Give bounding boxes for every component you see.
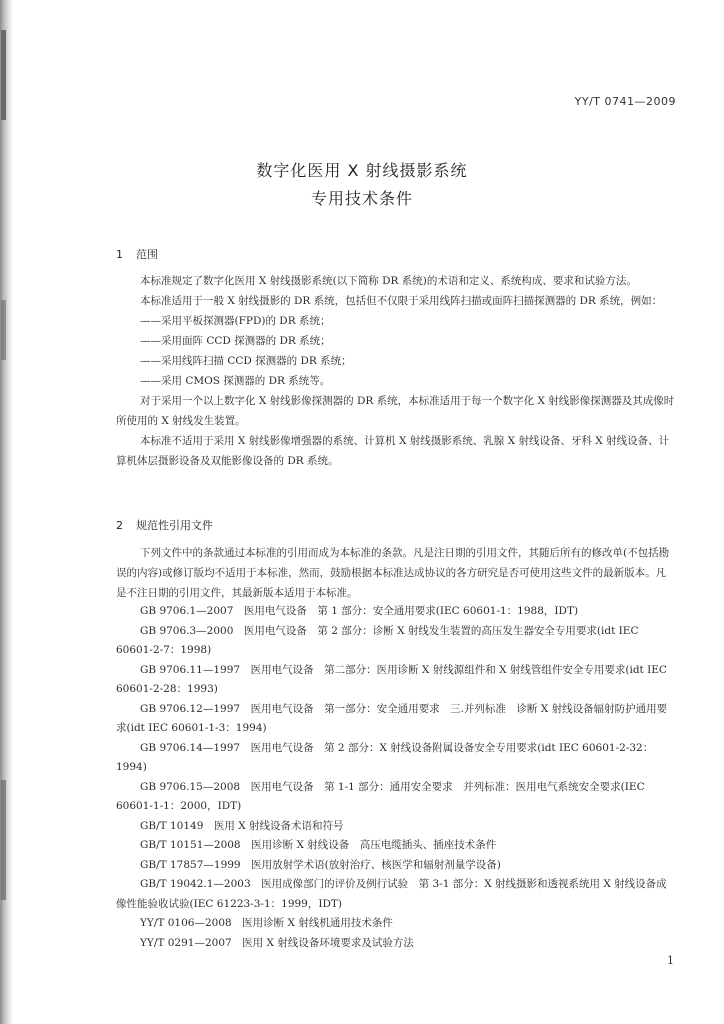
- document-title-line-1: 数字化医用 X 射线摄影系统: [256, 161, 468, 180]
- reference-item: GB 9706.3—2000 医用电气设备 第 2 部分：诊断 X 射线发生装置的高压发生器安全专用要求(idt IEC 60601-2-7：1998): [116, 624, 639, 656]
- paragraph: 本标准不适用于采用 X 射线影像增强器的系统、计算机 X 射线摄影系统、乳腺 X 射线设备、牙科 X 射线设备、计算机体层摄影设备及双能影像设备的 DR 系统。: [116, 435, 670, 467]
- list-item: ——采用平板探测器(FPD)的 DR 系统；: [140, 315, 331, 327]
- reference-item: GB/T 19042.1—2003 医用成像部门的评价及例行试验 第 3-1 部分：X 射线摄影和透视系统用 X 射线设备成像性能验收试验(IEC 61223-3-1：1999，IDT): [116, 878, 667, 910]
- spine-shadow: [1, 30, 6, 120]
- reference-item: GB 9706.1—2007 医用电气设备 第 1 部分：安全通用要求(IEC 60601-1：1988，IDT): [140, 605, 579, 617]
- section-title: 范围: [136, 248, 158, 261]
- section-number: 2: [116, 519, 123, 532]
- section-1-heading: [116, 246, 158, 262]
- normative-reference-list: [116, 602, 676, 953]
- reference-item: GB 9706.11—1997 医用电气设备 第二部分：医用诊断 X 射线源组件和 X 射线管组件安全专用要求(idt IEC 60601-2-28：1993): [116, 663, 667, 695]
- reference-item: GB/T 10149 医用 X 射线设备术语和符号: [140, 819, 344, 832]
- page-number: 1: [667, 954, 674, 967]
- paragraph: 本标准适用于一般 X 射线摄影的 DR 系统，包括但不仅限于采用线阵扫描或面阵扫描探测器的 DR 系统，例如：: [140, 295, 663, 307]
- reference-item: YY/T 0291—2007 医用 X 射线设备环境要求及试验方法: [140, 936, 414, 949]
- reference-item: GB/T 10151—2008 医用诊断 X 射线设备 高压电缆插头、插座技术条件: [140, 839, 497, 851]
- spine-shadow: [1, 300, 6, 360]
- paragraph: 本标准规定了数字化医用 X 射线摄影系统(以下简称 DR 系统)的术语和定义、系统构成、要求和试验方法。: [140, 275, 637, 287]
- paragraph: 下列文件中的条款通过本标准的引用而成为本标准的条款。凡是注日期的引用文件，其随后所有的修改单(不包括勘误的内容)或修订版均不适用于本标准，然而，鼓励根据本标准达成协议的各方研究是否可使用这些文件的最新版本。凡是不注日期的引用文件，其最新版本适用于本标准。: [116, 547, 670, 599]
- reference-item: GB 9706.15—2008 医用电气设备 第 1-1 部分：通用安全要求 并列标准：医用电气系统安全要求(IEC 60601-1-1：2000，IDT): [116, 780, 645, 812]
- list-item: ——采用 CMOS 探测器的 DR 系统等。: [140, 375, 331, 387]
- document-title-line-2: 专用技术条件: [310, 189, 413, 208]
- spine-shadow: [1, 780, 6, 900]
- standard-code: YY/T 0741—2009: [574, 95, 676, 108]
- scanned-page-spine: [0, 0, 13, 1024]
- section-1-body: [116, 271, 676, 471]
- section-title: 规范性引用文件: [136, 519, 213, 532]
- reference-item: GB 9706.12—1997 医用电气设备 第一部分：安全通用要求 三.并列标准 诊断 X 射线设备辐射防护通用要求(idt IEC 60601-1-3：1994): [116, 702, 668, 734]
- reference-item: GB 9706.14—1997 医用电气设备 第 2 部分：X 射线设备附属设备安全专用要求(idt IEC 60601-2-32：1994): [116, 741, 654, 773]
- reference-item: YY/T 0106—2008 医用诊断 X 射线机通用技术条件: [140, 917, 393, 929]
- paragraph: 对于采用一个以上数字化 X 射线影像探测器的 DR 系统，本标准适用于每一个数字化 X 射线影像探测器及其成像时所使用的 X 射线发生装置。: [116, 395, 675, 427]
- section-2-intro: [116, 543, 676, 603]
- list-item: ——采用线阵扫描 CCD 探测器的 DR 系统；: [140, 355, 352, 367]
- section-number: 1: [116, 248, 123, 261]
- list-item: ——采用面阵 CCD 探测器的 DR 系统；: [140, 335, 331, 347]
- section-2-heading: [116, 517, 213, 533]
- reference-item: GB/T 17857—1999 医用放射学术语(放射治疗、核医学和辐射剂量学设备): [140, 858, 501, 871]
